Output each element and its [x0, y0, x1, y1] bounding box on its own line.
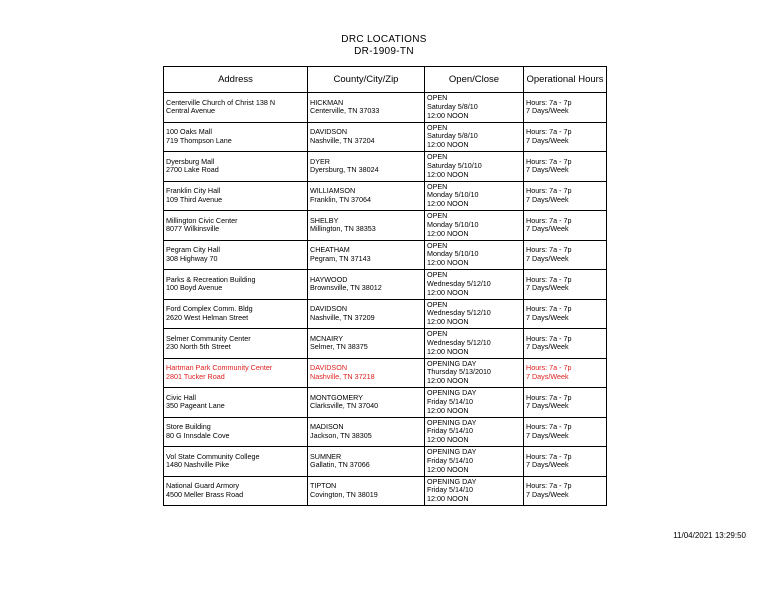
open-close-line: 12:00 NOON	[427, 464, 469, 474]
address-line: 109 Third Avenue	[166, 194, 223, 204]
open-close-cell	[425, 447, 524, 477]
operational-hours-cell	[524, 417, 607, 447]
address-cell	[164, 299, 308, 329]
address-line: 350 Pageant Lane	[166, 401, 225, 411]
operational-hours-line: Hours: 7a - 7p	[526, 274, 572, 284]
county-city-zip-cell	[308, 388, 425, 418]
table-row	[164, 181, 607, 211]
address-cell	[164, 93, 308, 123]
open-close-cell	[425, 329, 524, 359]
address-line: Store Building	[166, 422, 211, 432]
open-close-cell	[425, 270, 524, 300]
open-close-line: OPEN	[427, 299, 448, 309]
county-city-zip-line: Covington, TN 38019	[310, 489, 378, 499]
operational-hours-line: 7 Days/Week	[526, 106, 569, 116]
county-city-zip-line: MCNAIRY	[310, 333, 344, 343]
operational-hours-line: 7 Days/Week	[526, 194, 569, 204]
drc-locations-table	[163, 66, 607, 506]
county-city-zip-cell	[308, 122, 425, 152]
open-close-line: 12:00 NOON	[427, 169, 469, 179]
open-close-line: OPENING DAY	[427, 388, 477, 398]
operational-hours-line: 7 Days/Week	[526, 489, 569, 499]
county-city-zip-line: DAVIDSON	[310, 127, 348, 137]
address-line: 230 North 5th Street	[166, 342, 231, 352]
open-close-line: Friday 5/14/10	[427, 455, 473, 465]
county-city-zip-cell	[308, 152, 425, 182]
county-city-zip-line: Dyersburg, TN 38024	[310, 165, 379, 175]
table-row	[164, 329, 607, 359]
address-line: Parks & Recreation Building	[166, 274, 256, 284]
open-close-line: 12:00 NOON	[427, 435, 469, 445]
operational-hours-line: Hours: 7a - 7p	[526, 97, 572, 107]
county-city-zip-line: CHEATHAM	[310, 245, 350, 255]
county-city-zip-cell	[308, 270, 425, 300]
operational-hours-cell	[524, 270, 607, 300]
open-close-line: 12:00 NOON	[427, 228, 469, 238]
county-city-zip-cell	[308, 329, 425, 359]
open-close-line: OPEN	[427, 329, 448, 339]
header-hours-line-2: Hours	[578, 73, 604, 85]
county-city-zip-line: Nashville, TN 37218	[310, 371, 375, 381]
open-close-line: OPENING DAY	[427, 417, 477, 427]
operational-hours-cell	[524, 388, 607, 418]
table-row	[164, 270, 607, 300]
operational-hours-line: Hours: 7a - 7p	[526, 245, 572, 255]
operational-hours-cell	[524, 211, 607, 241]
open-close-line: Saturday 5/10/10	[427, 160, 482, 170]
operational-hours-line: 7 Days/Week	[526, 342, 569, 352]
operational-hours-cell	[524, 181, 607, 211]
address-cell	[164, 122, 308, 152]
open-close-cell	[425, 93, 524, 123]
operational-hours-cell	[524, 122, 607, 152]
address-cell	[164, 211, 308, 241]
county-city-zip-line: Jackson, TN 38305	[310, 430, 372, 440]
open-close-cell	[425, 240, 524, 270]
address-cell	[164, 240, 308, 270]
open-close-line: OPENING DAY	[427, 447, 477, 457]
address-line: National Guard Armory	[166, 481, 240, 491]
table-row	[164, 388, 607, 418]
table-row	[164, 417, 607, 447]
open-close-line: Saturday 5/8/10	[427, 101, 478, 111]
open-close-cell	[425, 417, 524, 447]
county-city-zip-cell	[308, 476, 425, 506]
operational-hours-cell	[524, 240, 607, 270]
open-close-cell	[425, 388, 524, 418]
county-city-zip-line: Millington, TN 38353	[310, 224, 376, 234]
open-close-cell	[425, 358, 524, 388]
address-line: 719 Thompson Lane	[166, 135, 232, 145]
open-close-cell	[425, 211, 524, 241]
address-line: 308 Highway 70	[166, 253, 218, 263]
county-city-zip-cell	[308, 358, 425, 388]
open-close-line: 12:00 NOON	[427, 110, 469, 120]
open-close-line: OPEN	[427, 240, 448, 250]
county-city-zip-line: SUMNER	[310, 451, 342, 461]
table-body	[164, 93, 607, 506]
operational-hours-line: 7 Days/Week	[526, 253, 569, 263]
county-city-zip-line: WILLIAMSON	[310, 186, 356, 196]
document-subtitle: DR-1909-TN	[354, 46, 414, 57]
open-close-cell	[425, 181, 524, 211]
county-city-zip-line: DAVIDSON	[310, 363, 348, 373]
address-line: 80 G Innsdale Cove	[166, 430, 230, 440]
county-city-zip-line: SHELBY	[310, 215, 339, 225]
county-city-zip-cell	[308, 93, 425, 123]
county-city-zip-line: Selmer, TN 38375	[310, 342, 368, 352]
open-close-cell	[425, 152, 524, 182]
operational-hours-line: Hours: 7a - 7p	[526, 127, 572, 137]
county-city-zip-line: MADISON	[310, 422, 344, 432]
open-close-cell	[425, 476, 524, 506]
address-line: 8077 Wilkinsville	[166, 224, 220, 234]
operational-hours-line: 7 Days/Week	[526, 430, 569, 440]
open-close-line: 12:00 NOON	[427, 199, 469, 209]
open-close-line: OPEN	[427, 181, 448, 191]
address-line: Central Avenue	[166, 106, 216, 116]
operational-hours-line: Hours: 7a - 7p	[526, 215, 572, 225]
county-city-zip-cell	[308, 211, 425, 241]
table-row	[164, 476, 607, 506]
operational-hours-line: Hours: 7a - 7p	[526, 422, 572, 432]
operational-hours-line: 7 Days/Week	[526, 135, 569, 145]
county-city-zip-line: DYER	[310, 156, 330, 166]
operational-hours-line: Hours: 7a - 7p	[526, 333, 572, 343]
operational-hours-line: Hours: 7a - 7p	[526, 481, 572, 491]
open-close-cell	[425, 299, 524, 329]
open-close-line: Friday 5/14/10	[427, 396, 473, 406]
open-close-line: OPEN	[427, 270, 448, 280]
open-close-line: OPEN	[427, 152, 448, 162]
open-close-line: OPEN	[427, 122, 448, 132]
column-header-open-close: Open/Close	[425, 67, 524, 93]
address-line: Millington Civic Center	[166, 215, 238, 225]
address-line: 4500 Meller Brass Road	[166, 489, 244, 499]
open-close-line: Saturday 5/8/10	[427, 131, 478, 141]
open-close-line: Wednesday 5/12/10	[427, 278, 491, 288]
address-line: Centerville Church of Christ 138 N	[166, 97, 276, 107]
table-row	[164, 299, 607, 329]
address-line: Vol State Community College	[166, 451, 260, 461]
open-close-line: Friday 5/14/10	[427, 426, 473, 436]
open-close-line: Friday 5/14/10	[427, 485, 473, 495]
open-close-line: 12:00 NOON	[427, 346, 469, 356]
open-close-line: 12:00 NOON	[427, 494, 469, 504]
open-close-line: 12:00 NOON	[427, 140, 469, 150]
address-cell	[164, 181, 308, 211]
operational-hours-cell	[524, 358, 607, 388]
table-row	[164, 93, 607, 123]
open-close-line: Wednesday 5/12/10	[427, 308, 491, 318]
county-city-zip-cell	[308, 417, 425, 447]
county-city-zip-line: Nashville, TN 37204	[310, 135, 375, 145]
open-close-line: Monday 5/10/10	[427, 249, 479, 259]
open-close-cell	[425, 122, 524, 152]
address-cell	[164, 447, 308, 477]
address-line: Franklin City Hall	[166, 186, 221, 196]
table-row	[164, 152, 607, 182]
header-hours-line-1: Operational	[526, 73, 576, 85]
open-close-line: Monday 5/10/10	[427, 190, 479, 200]
operational-hours-line: 7 Days/Week	[526, 312, 569, 322]
county-city-zip-line: TIPTON	[310, 481, 337, 491]
address-cell	[164, 329, 308, 359]
address-line: 2801 Tucker Road	[166, 371, 225, 381]
open-close-line: OPEN	[427, 93, 448, 103]
county-city-zip-line: HAYWOOD	[310, 274, 348, 284]
address-cell	[164, 476, 308, 506]
operational-hours-line: Hours: 7a - 7p	[526, 186, 572, 196]
address-line: 100 Boyd Avenue	[166, 283, 223, 293]
operational-hours-line: 7 Days/Week	[526, 224, 569, 234]
document-title: DRC LOCATIONS	[341, 34, 427, 45]
county-city-zip-line: Nashville, TN 37209	[310, 312, 375, 322]
county-city-zip-line: Centerville, TN 37033	[310, 106, 380, 116]
column-header-operational-hours	[524, 67, 607, 93]
table-row	[164, 240, 607, 270]
county-city-zip-cell	[308, 299, 425, 329]
county-city-zip-cell	[308, 240, 425, 270]
operational-hours-line: 7 Days/Week	[526, 165, 569, 175]
address-line: 100 Oaks Mall	[166, 127, 212, 137]
address-cell	[164, 388, 308, 418]
address-line: 2700 Lake Road	[166, 165, 219, 175]
table-header-row	[164, 67, 607, 93]
address-cell	[164, 270, 308, 300]
county-city-zip-line: MONTGOMERY	[310, 392, 363, 402]
address-cell	[164, 417, 308, 447]
open-close-line: OPENING DAY	[427, 476, 477, 486]
column-header-county: County/City/Zip	[308, 67, 425, 93]
open-close-line: Wednesday 5/12/10	[427, 337, 491, 347]
operational-hours-line: Hours: 7a - 7p	[526, 156, 572, 166]
county-city-zip-line: HICKMAN	[310, 97, 344, 107]
operational-hours-cell	[524, 447, 607, 477]
open-close-line: 12:00 NOON	[427, 287, 469, 297]
operational-hours-line: Hours: 7a - 7p	[526, 392, 572, 402]
open-close-line: 12:00 NOON	[427, 258, 469, 268]
county-city-zip-line: Franklin, TN 37064	[310, 194, 371, 204]
operational-hours-cell	[524, 299, 607, 329]
address-cell	[164, 152, 308, 182]
operational-hours-cell	[524, 476, 607, 506]
open-close-line: Monday 5/10/10	[427, 219, 479, 229]
open-close-line: OPENING DAY	[427, 358, 477, 368]
operational-hours-line: Hours: 7a - 7p	[526, 363, 572, 373]
open-close-line: 12:00 NOON	[427, 317, 469, 327]
address-line: Pegram City Hall	[166, 245, 220, 255]
operational-hours-line: Hours: 7a - 7p	[526, 451, 572, 461]
operational-hours-line: 7 Days/Week	[526, 371, 569, 381]
column-header-address: Address	[164, 67, 308, 93]
county-city-zip-cell	[308, 447, 425, 477]
operational-hours-line: Hours: 7a - 7p	[526, 304, 572, 314]
address-line: Ford Complex Comm. Bldg	[166, 304, 253, 314]
open-close-line: OPEN	[427, 211, 448, 221]
print-timestamp: 11/04/2021 13:29:50	[673, 531, 746, 540]
county-city-zip-line: DAVIDSON	[310, 304, 348, 314]
operational-hours-line: 7 Days/Week	[526, 283, 569, 293]
county-city-zip-cell	[308, 181, 425, 211]
address-line: 2620 West Helman Street	[166, 312, 249, 322]
county-city-zip-line: Gallatin, TN 37066	[310, 460, 370, 470]
operational-hours-line: 7 Days/Week	[526, 401, 569, 411]
table-row	[164, 122, 607, 152]
operational-hours-line: 7 Days/Week	[526, 460, 569, 470]
table-row	[164, 358, 607, 388]
address-cell	[164, 358, 308, 388]
address-line: Dyersburg Mall	[166, 156, 215, 166]
address-line: Civic Hall	[166, 392, 196, 402]
county-city-zip-line: Clarksville, TN 37040	[310, 401, 379, 411]
table-row	[164, 211, 607, 241]
open-close-line: Thursday 5/13/2010	[427, 367, 491, 377]
county-city-zip-line: Pegram, TN 37143	[310, 253, 371, 263]
operational-hours-cell	[524, 93, 607, 123]
address-line: 1480 Nashville Pike	[166, 460, 230, 470]
address-line: Hartman Park Community Center	[166, 363, 273, 373]
open-close-line: 12:00 NOON	[427, 405, 469, 415]
open-close-line: 12:00 NOON	[427, 376, 469, 386]
table-row	[164, 447, 607, 477]
operational-hours-cell	[524, 329, 607, 359]
address-line: Selmer Community Center	[166, 333, 251, 343]
county-city-zip-line: Brownsville, TN 38012	[310, 283, 382, 293]
operational-hours-cell	[524, 152, 607, 182]
